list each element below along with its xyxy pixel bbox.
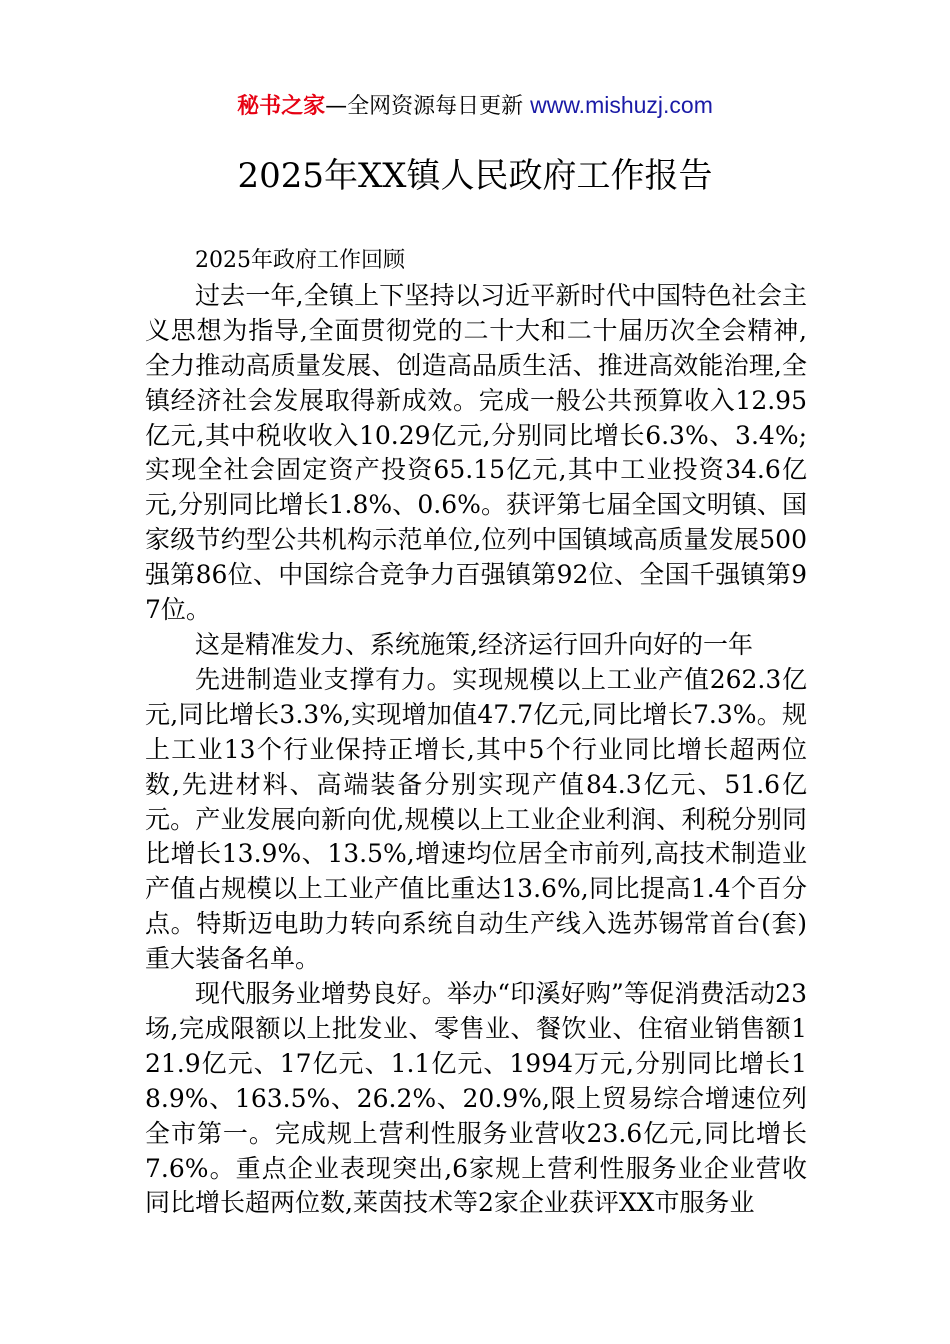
site-brand: 秘书之家 (237, 94, 326, 119)
document-body (145, 244, 807, 1221)
section-heading: 2025年政府工作回顾 (195, 248, 405, 273)
document-title: 2025年XX镇人民政府工作报告 (237, 156, 713, 196)
site-url-link[interactable]: www.mishuzj.com (530, 92, 713, 118)
body-paragraph: 这是精准发力、系统施策,经济运行回升向好的一年 (195, 629, 753, 659)
body-paragraph: 过去一年,全镇上下坚持以习近平新时代中国特色社会主义思想为指导,全面贯彻党的二十大和二十届历次全会精神,全力推动高质量发展、创造高品质生活、推进高效能治理,全镇经济社会发展取得新成效。完成一般公共预算收入12.95亿元,其中税收收入10.29亿元,分别同比增长6.3%、3.4%;实现全社会固定资产投资65.15亿元,其中工业投资34.6亿元,分别同比增长1.8%、0.6%。获评第七届全国文明镇、国家级节约型公共机构示范单位,位列中国镇域高质量发展500强第86位、中国综合竞争力百强镇第92位、全国千强镇第97位。 (145, 280, 807, 625)
site-tagline: —全网资源每日更新 (325, 94, 531, 119)
site-banner (0, 88, 950, 124)
body-paragraph: 现代服务业增势良好。举办“印溪好购”等促消费活动23场,完成限额以上批发业、零售业、餐饮业、住宿业销售额121.9亿元、17亿元、1.1亿元、1994万元,分别同比增长18.9%、163.5%、26.2%、20.9%,限上贸易综合增速位列全市第一。完成规上营利性服务业营收23.6亿元,同比增长7.6%。重点企业表现突出,6家规上营利性服务业企业营收同比增长超两位数,莱茵技术等2家企业获评XX市服务业 (145, 979, 807, 1218)
body-paragraph: 先进制造业支撑有力。实现规模以上工业产值262.3亿元,同比增长3.3%,实现增加值47.7亿元,同比增长7.3%。规上工业13个行业保持正增长,其中5个行业同比增长超两位数,先进材料、高端装备分别实现产值84.3亿元、51.6亿元。产业发展向新向优,规模以上工业企业利润、利税分别同比增长13.9%、13.5%,增速均位居全市前列,高技术制造业产值占规模以上工业产值比重达13.6%,同比提高1.4个百分点。特斯迈电助力转向系统自动生产线入选苏锡常首台(套)重大装备名单。 (145, 664, 807, 974)
